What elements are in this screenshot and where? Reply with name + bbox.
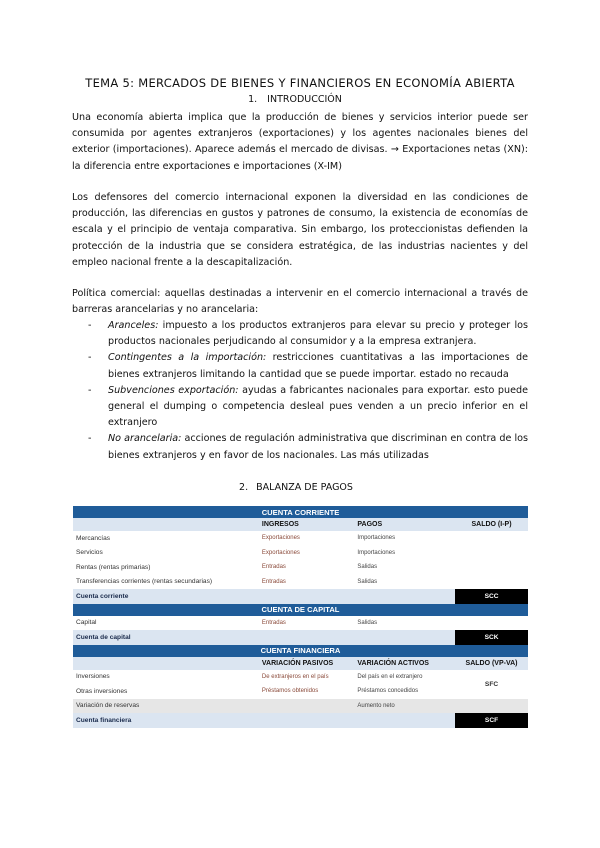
table-row: Servicios Exportaciones Importaciones: [76, 549, 396, 557]
column-header: SALDO (VP-VA): [455, 657, 528, 670]
section-label: BALANZA DE PAGOS: [256, 482, 353, 493]
list-item: - Contingentes a la importación: restricciones cuantitativas a las importaciones de bienes extranjeros limitando la cantidad que se puede importar. estado no recauda: [88, 350, 528, 382]
term-label: Aranceles:: [108, 320, 159, 331]
table-row: Capital Entradas Salidas: [76, 619, 378, 627]
table-section-header: CUENTA FINANCIERA: [73, 645, 528, 657]
paragraph-defensores: Los defensores del comercio internacional exponen la diversidad en las condiciones de producción, las diferencias en gustos y patrones de consumo, la existencia de economías de escala y el principio de ventaja comparativa. Sin embargo, los proteccionistas defienden la protección de la industria que se considera estratégica, de las industrias nacientes y del empleo nacional frente a la descapitalización.: [72, 192, 528, 268]
section-heading-introduccion: [75, 94, 525, 105]
table-header-row: [73, 657, 528, 670]
section-number: 2.: [239, 482, 249, 493]
table-row: Rentas (rentas primarias) Entradas Salidas: [76, 563, 378, 571]
column-header: VARIACIÓN ACTIVOS: [354, 657, 455, 670]
table-header-row: [73, 518, 528, 531]
paragraph-politica-comercial: Política comercial: aquellas destinadas a intervenir en el comercio internacional a través de barreras arancelarias y no arancelaria:: [72, 288, 528, 316]
list-item: - Aranceles: impuesto a los productos extranjeros para elevar su precio y proteger los productos nacionales perjudicando al consumidor y a la empresa extranjera.: [88, 318, 528, 350]
list-item: - Subvenciones exportación: ayudas a fabricantes nacionales para exportar. esto puede general el dumping o competencia desleal pues venden a un precio inferior en el extranjero: [88, 383, 528, 432]
barreras-list: [88, 318, 528, 464]
table-row: Inversiones De extranjeros en el país Del país en el extranjero SFC: [73, 670, 528, 685]
term-label: No arancelaria:: [108, 433, 182, 445]
table-row: Variación de reservas Aumento neto: [73, 699, 528, 714]
column-header: PAGOS: [354, 518, 455, 531]
list-item: - No arancelaria: acciones de regulación administrativa que discriminan en contra de los bienes extranjeros y en favor de los nacionales. Las más utilizadas: [88, 431, 528, 463]
table-total-row: Cuenta corriente SCC: [73, 589, 528, 604]
term-label: Subvenciones exportación:: [108, 384, 239, 396]
table-row: Otras inversiones Préstamos obtenidos Préstamos concedidos: [76, 687, 419, 695]
column-header: VARIACIÓN PASIVOS: [259, 657, 355, 670]
paragraph-economia-abierta: Una economía abierta implica que la producción de bienes y servicios interior puede ser consumida por agentes extranjeros (exportaciones) y los agentes nacionales bienes del exterior (importaciones). Aparece además el mercado de divisas. → Exportaciones netas (XN): la diferencia entre exportaciones e importaciones (X-IM): [72, 112, 528, 172]
sfc-cell: SFC: [484, 680, 499, 688]
column-header: INGRESOS: [259, 518, 355, 531]
table-section-header: CUENTA DE CAPITAL: [73, 604, 528, 616]
term-label: Contingentes a la importación:: [108, 352, 267, 364]
section-number: 1.: [248, 94, 258, 105]
column-header: SALDO (I-P): [455, 518, 528, 531]
document-title: TEMA 5: MERCADOS DE BIENES Y FINANCIEROS EN ECONOMÍA ABIERTA: [85, 76, 515, 90]
table-row: Mercancías Exportaciones Importaciones: [76, 534, 396, 542]
table-total-row: Cuenta de capital SCK: [73, 630, 528, 645]
section-label: INTRODUCCIÓN: [267, 94, 342, 105]
table-row: Transferencias corrientes (rentas secundarias) Entradas Salidas: [76, 578, 378, 586]
section-heading-balanza: [72, 482, 528, 493]
table-total-row: Cuenta financiera SCF: [73, 713, 528, 728]
balanza-de-pagos-table: [73, 506, 528, 728]
table-section-header: CUENTA CORRIENTE: [73, 506, 528, 518]
